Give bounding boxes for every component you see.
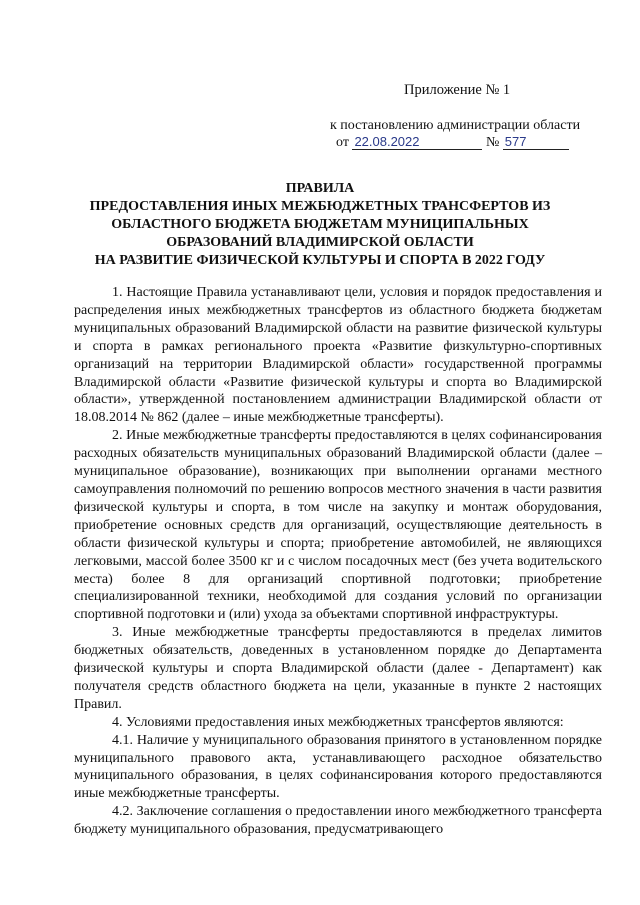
title-line: ПРЕДОСТАВЛЕНИЯ ИНЫХ МЕЖБЮДЖЕТНЫХ ТРАНСФЕРТОВ ИЗ: [89, 199, 551, 214]
resolution-number: 577: [503, 134, 569, 150]
paragraph-4-2: 4.2. Заключение соглашения о предоставлении иного межбюджетного трансферта бюджету муниципального образования, предусматривающего: [74, 804, 602, 838]
date-prefix: от: [336, 135, 349, 150]
resolution-reference: к постановлению администрации области: [330, 118, 581, 133]
number-prefix: №: [485, 135, 500, 150]
resolution-date-line: [336, 134, 569, 151]
title-line: ПРАВИЛА: [285, 181, 355, 196]
title-line: НА РАЗВИТИЕ ФИЗИЧЕСКОЙ КУЛЬТУРЫ И СПОРТА В 2022 ГОДУ: [94, 253, 546, 268]
resolution-date: 22.08.2022: [352, 134, 482, 150]
paragraph-4-1: 4.1. Наличие у муниципального образования принятого в установленном порядке муниципального правового акта, устанавливающего расходное обязательство муниципального образования, в целях софинансирования которого предоставляются иные межбюджетные трансферты.: [74, 732, 602, 802]
paragraph-4: 4. Условиями предоставления иных межбюджетных трансфертов являются:: [112, 714, 564, 730]
document-title: [70, 180, 570, 270]
document-body: [74, 284, 602, 839]
appendix-label: Приложение № 1: [404, 82, 511, 98]
paragraph-2: 2. Иные межбюджетные трансферты предоставляются в целях софинансирования расходных обязательств муниципальных образований Владимирской области (далее – муниципальное образование), возникающих при выполнении органами местного самоуправления полномочий по решению вопросов местного значения в части развития физической культуры и спорта, в том числе на закупку и монтаж оборудования, приобретение основных средств для организаций, осуществляющие деятельность в области физической культуры и спорта; приобретение автомобилей, не являющихся легковыми, массой более 3500 кг и с числом посадочных мест (без учета водительского места) более 8 для организаций спортивной подготовки; приобретение специализированной техники, необходимой для создания условий по организации спортивной подготовки и (или) ухода за объектами спортивной инфраструктуры.: [74, 428, 602, 623]
paragraph-1: 1. Настоящие Правила устанавливают цели, условия и порядок предоставления и распределения иных межбюджетных трансфертов из областного бюджета бюджетам муниципальных образований Владимирской области на развитие физической культуры и спорта в рамках регионального проекта «Развитие физкультурно-спортивных организаций на территории Владимирской области» государственной программы Владимирской области «Развитие физической культуры и спорта во Владимирской области», утвержденной постановлением администрации Владимирской области от 18.08.2014 № 862 (далее – иные межбюджетные трансферты).: [74, 285, 602, 426]
paragraph-3: 3. Иные межбюджетные трансферты предоставляются в пределах лимитов бюджетных обязательств, доведенных в установленном порядке до Департамента физической культуры и спорта Владимирской области (далее - Департамент) как получателя средств областного бюджета на цели, указанные в пункте 2 настоящих Правил.: [74, 625, 602, 712]
title-line: ОБЛАСТНОГО БЮДЖЕТА БЮДЖЕТАМ МУНИЦИПАЛЬНЫХ: [111, 217, 529, 232]
title-line: ОБРАЗОВАНИЙ ВЛАДИМИРСКОЙ ОБЛАСТИ: [166, 235, 474, 250]
